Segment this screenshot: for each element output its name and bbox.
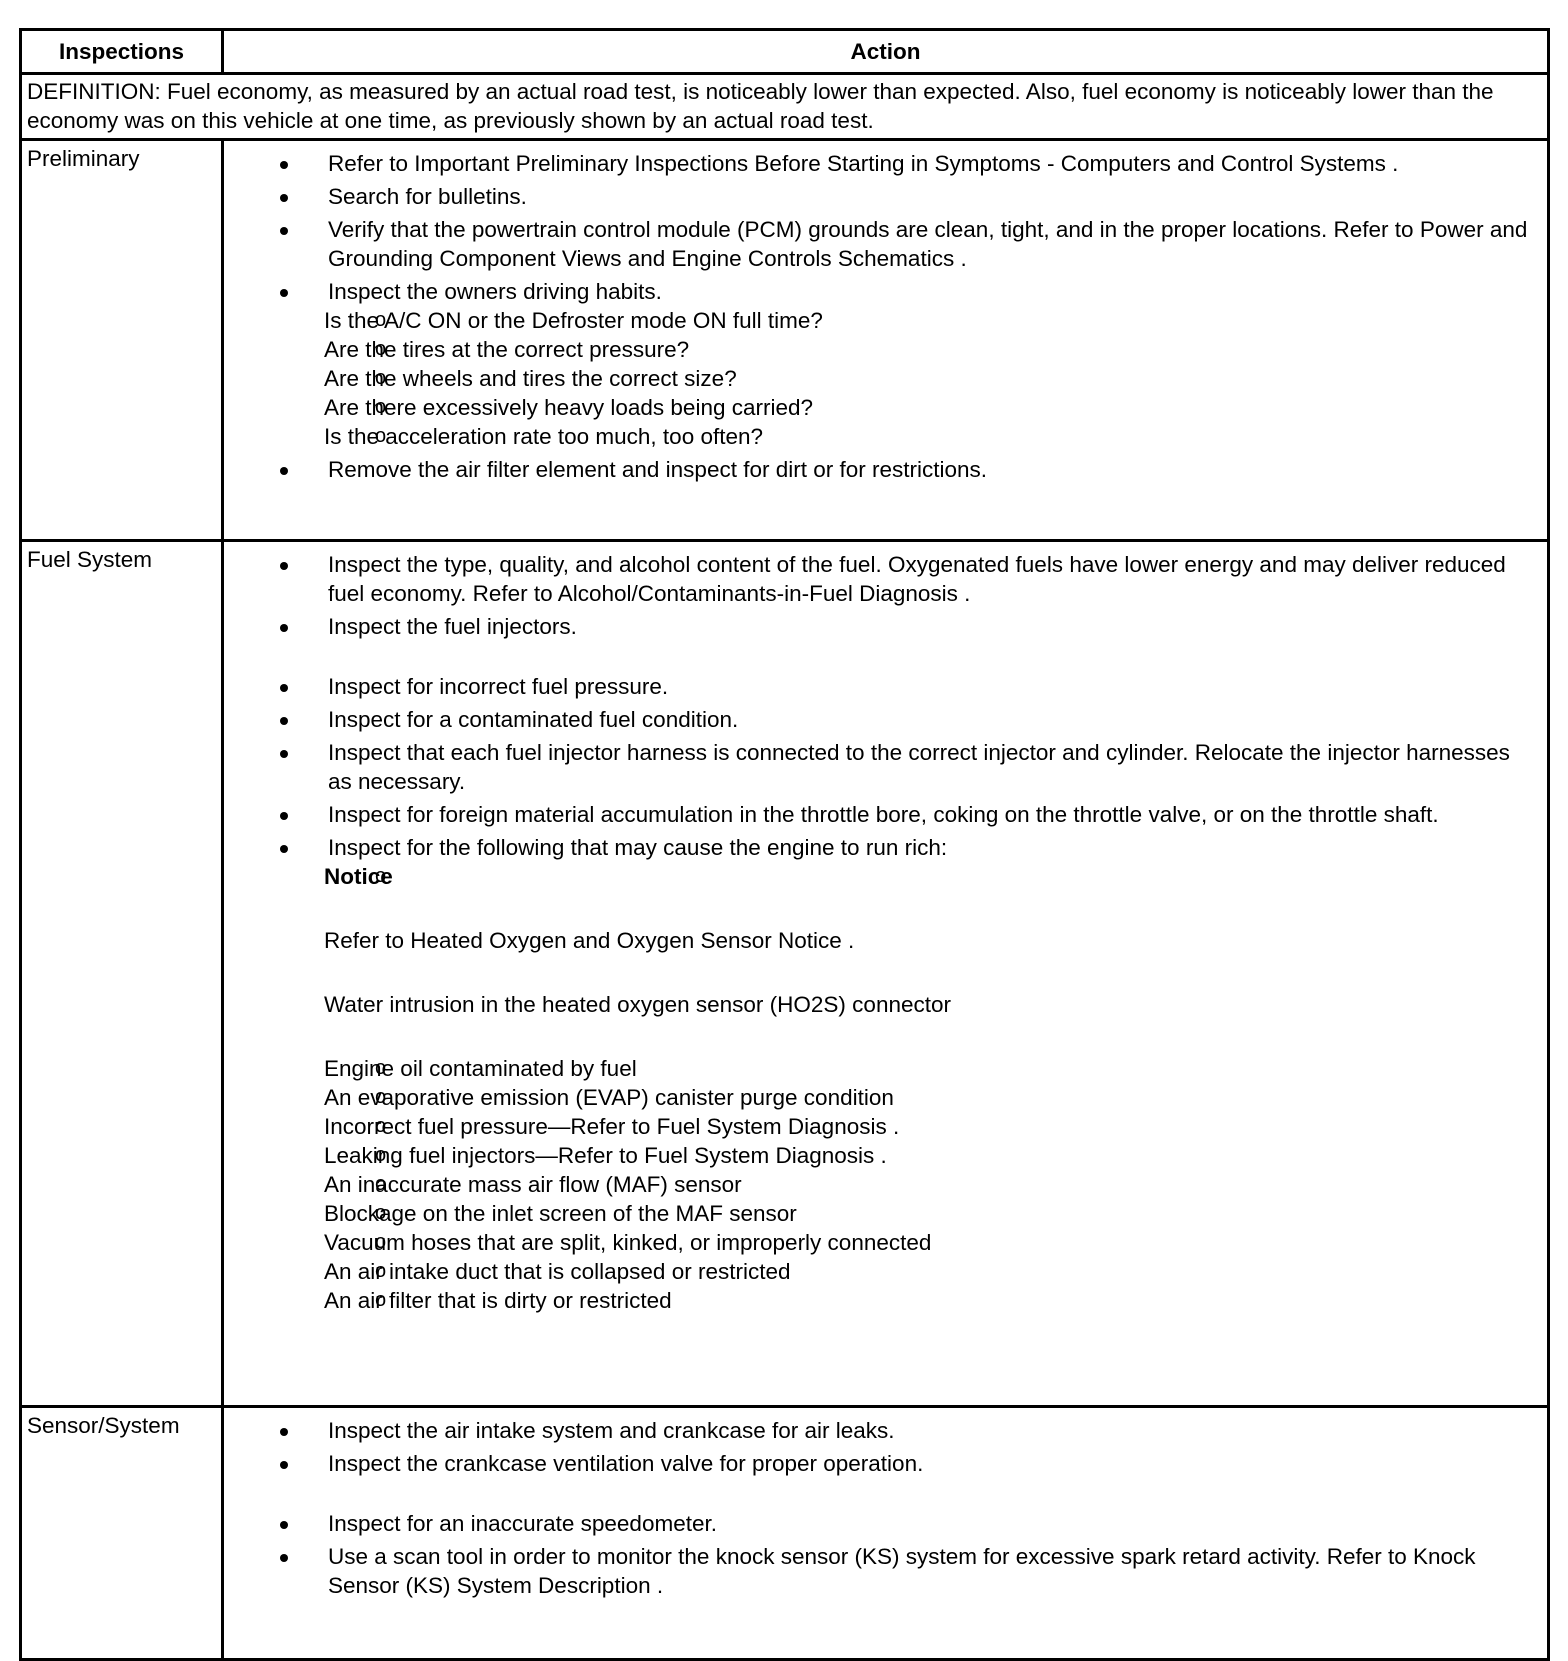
definition-text: DEFINITION: Fuel economy, as measured by an actual road test, is noticeably lower than expected. Also, fuel economy is noticeably lower than the economy was on this vehicle at one time, as previously shown by an actual road test. bbox=[21, 74, 1549, 140]
list-item bbox=[224, 833, 1539, 1315]
notice-item bbox=[224, 862, 1539, 1054]
sub-list-item: o An evaporative emission (EVAP) canister purge condition bbox=[224, 1083, 1539, 1112]
list-item: Refer to Important Preliminary Inspections Before Starting in Symptoms - Computers and Control Systems . bbox=[224, 149, 1539, 178]
list-item: Inspect the fuel injectors. bbox=[224, 612, 1539, 641]
water-intrusion-text: Water intrusion in the heated oxygen sensor (HO2S) connector bbox=[324, 992, 951, 1017]
inspection-label-fuel-system: Fuel System bbox=[21, 541, 223, 1407]
fuel-system-list-continued bbox=[224, 672, 1539, 1315]
list-item: Inspect the type, quality, and alcohol content of the fuel. Oxygenated fuels have lower energy and may deliver reduced fuel economy. Refer to Alcohol/Contaminants-in-Fuel Diagnosis . bbox=[224, 550, 1539, 608]
list-item: Inspect that each fuel injector harness is connected to the correct injector and cylinder. Relocate the injector harnesses as necessary. bbox=[224, 738, 1539, 796]
sub-list-item: o Engine oil contaminated by fuel bbox=[224, 1054, 1539, 1083]
spacer bbox=[324, 1019, 1539, 1054]
run-rich-text: Inspect for the following that may cause the engine to run rich: bbox=[328, 835, 948, 860]
sub-list-item: o Is the A/C ON or the Defroster mode ON full time? bbox=[224, 306, 1539, 335]
list-item: Inspect the air intake system and crankcase for air leaks. bbox=[224, 1416, 1539, 1445]
list-item: Search for bulletins. bbox=[224, 182, 1539, 211]
fuel-system-list bbox=[224, 550, 1539, 641]
sub-list-item: o Are the wheels and tires the correct size? bbox=[224, 364, 1539, 393]
list-item bbox=[224, 277, 1539, 451]
list-item: Inspect for incorrect fuel pressure. bbox=[224, 672, 1539, 701]
preliminary-list bbox=[224, 149, 1539, 484]
list-item: Inspect the crankcase ventilation valve for proper operation. bbox=[224, 1449, 1539, 1478]
sub-list-item: o Incorrect fuel pressure—Refer to Fuel System Diagnosis . bbox=[224, 1112, 1539, 1141]
sub-list-item: o Is the acceleration rate too much, too often? bbox=[224, 422, 1539, 451]
sub-list-item: o An air filter that is dirty or restricted bbox=[224, 1286, 1539, 1315]
driving-habits-text: Inspect the owners driving habits. bbox=[328, 279, 662, 304]
list-item: Inspect for a contaminated fuel condition. bbox=[224, 705, 1539, 734]
sub-list-item: o Are there excessively heavy loads being carried? bbox=[224, 393, 1539, 422]
action-cell-preliminary bbox=[223, 140, 1549, 541]
inspection-label-sensor-system: Sensor/System bbox=[21, 1407, 223, 1660]
driving-habits-list bbox=[324, 306, 1539, 451]
run-rich-list bbox=[324, 862, 1539, 1315]
sub-list-item: o Blockage on the inlet screen of the MAF sensor bbox=[224, 1199, 1539, 1228]
sub-list-item: o An inaccurate mass air flow (MAF) sensor bbox=[224, 1170, 1539, 1199]
notice-title: o Notice bbox=[324, 864, 393, 889]
list-item: Verify that the powertrain control module (PCM) grounds are clean, tight, and in the proper locations. Refer to Power and Grounding Component Views and Engine Controls Schematics . bbox=[224, 215, 1539, 273]
list-item: Use a scan tool in order to monitor the knock sensor (KS) system for excessive spark retard activity. Refer to Knock Sensor (KS) System Description . bbox=[224, 1542, 1539, 1600]
sub-list-item: o Leaking fuel injectors—Refer to Fuel System Diagnosis . bbox=[224, 1141, 1539, 1170]
table-row-sensor-system bbox=[21, 1407, 1549, 1660]
inspection-label-preliminary: Preliminary bbox=[21, 140, 223, 541]
action-cell-sensor-system bbox=[223, 1407, 1549, 1660]
sub-list-item: o An air intake duct that is collapsed or restricted bbox=[224, 1257, 1539, 1286]
diagnostic-table bbox=[19, 28, 1550, 1661]
sensor-system-list-continued bbox=[224, 1509, 1539, 1600]
sensor-system-list bbox=[224, 1416, 1539, 1478]
sub-list-item: o Vacuum hoses that are split, kinked, or improperly connected bbox=[224, 1228, 1539, 1257]
definition-row bbox=[21, 74, 1549, 140]
inspections-header: Inspections bbox=[21, 30, 223, 74]
table-header-row bbox=[21, 30, 1549, 74]
action-cell-fuel-system bbox=[223, 541, 1549, 1407]
table-row-fuel-system bbox=[21, 541, 1549, 1407]
spacer bbox=[224, 645, 1539, 672]
list-item: Remove the air filter element and inspect for dirt or for restrictions. bbox=[224, 455, 1539, 484]
notice-text: Refer to Heated Oxygen and Oxygen Sensor Notice . bbox=[324, 928, 855, 953]
sub-list-item: o Are the tires at the correct pressure? bbox=[224, 335, 1539, 364]
list-item: Inspect for an inaccurate speedometer. bbox=[224, 1509, 1539, 1538]
spacer bbox=[224, 1482, 1539, 1509]
table-row-preliminary bbox=[21, 140, 1549, 541]
list-item: Inspect for foreign material accumulation in the throttle bore, coking on the throttle valve, or on the throttle shaft. bbox=[224, 800, 1539, 829]
action-header: Action bbox=[223, 30, 1549, 74]
